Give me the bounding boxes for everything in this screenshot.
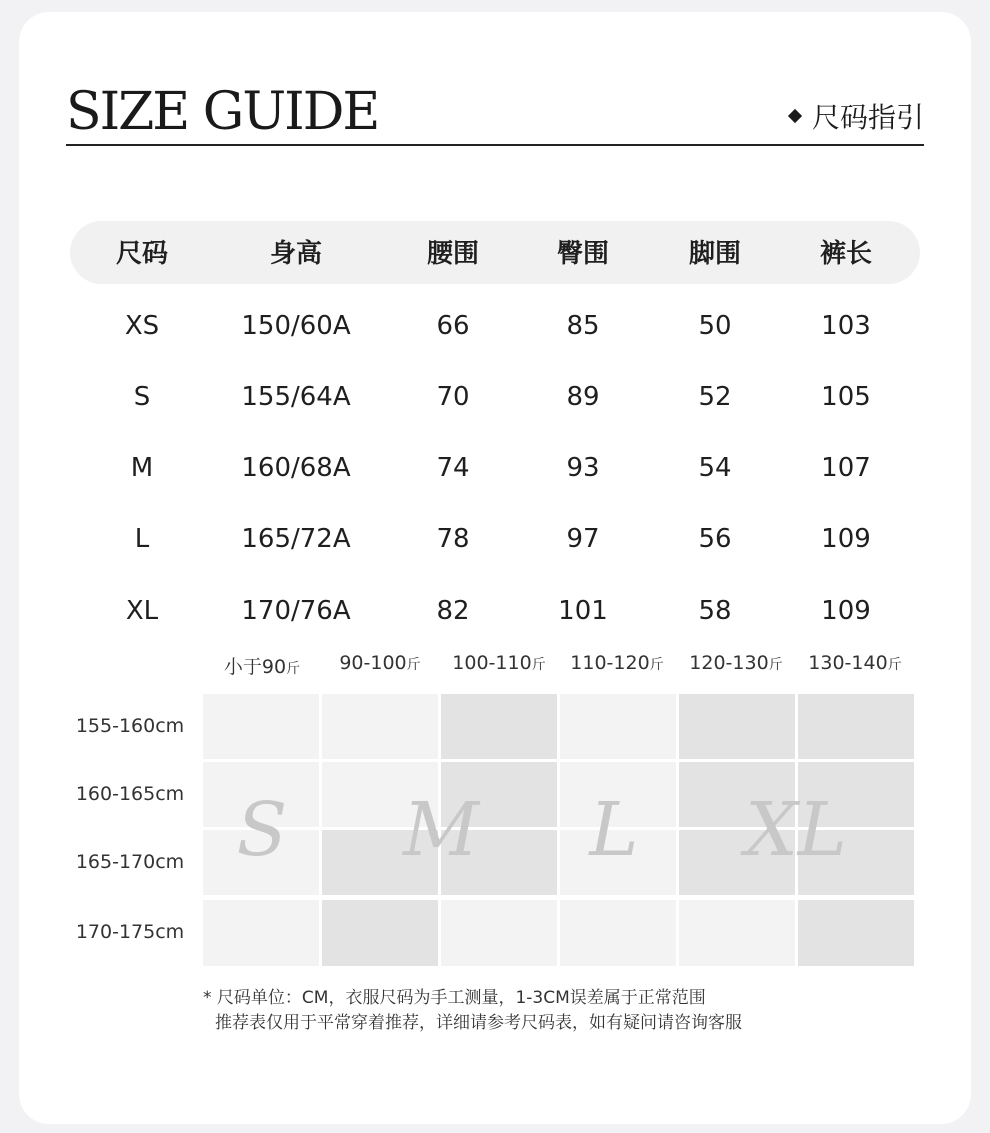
size-zone-watermark: S [236, 787, 288, 873]
weight-unit: 斤 [649, 657, 664, 673]
grid-cell [679, 694, 795, 759]
table-cell: 54 [698, 453, 732, 483]
table-cell: 85 [566, 311, 600, 341]
table-cell: L [134, 524, 150, 554]
weight-range-value: 110-120 [570, 652, 650, 674]
table-cell: 89 [566, 382, 600, 412]
table-cell: 52 [698, 382, 732, 412]
table-cell: 170/76A [241, 596, 351, 626]
grid-cell [441, 694, 557, 759]
table-cell: 66 [436, 311, 470, 341]
weight-range-label [321, 652, 439, 674]
weight-range-label [203, 652, 321, 679]
weight-range-value: 120-130 [689, 652, 769, 674]
grid-cell [798, 694, 914, 759]
table-cell: 165/72A [241, 524, 351, 554]
table-cell: 97 [566, 524, 600, 554]
column-header: 裤长 [819, 239, 872, 269]
table-cell: 150/60A [241, 311, 351, 341]
weight-range-value: 130-140 [808, 652, 888, 674]
weight-range-value: 小于90 [223, 656, 287, 678]
table-cell: S [133, 382, 151, 412]
table-cell: 82 [436, 596, 470, 626]
weight-range-label [558, 652, 676, 674]
size-zone-watermark: XL [745, 787, 847, 873]
subtitle-label: 尺码指引 [811, 101, 924, 134]
table-cell: 101 [558, 596, 608, 626]
height-range-label: 155-160cm [75, 715, 185, 737]
weight-unit: 斤 [887, 657, 902, 673]
weight-unit: 斤 [406, 657, 421, 673]
table-cell: 50 [698, 311, 732, 341]
table-cell: 155/64A [241, 382, 351, 412]
page-subtitle [790, 96, 924, 136]
column-header: 身高 [269, 239, 322, 269]
height-range-label: 160-165cm [75, 783, 185, 805]
size-zone-watermark: M [403, 787, 479, 873]
column-header: 尺码 [115, 239, 168, 269]
weight-unit: 斤 [286, 661, 301, 677]
column-header: 脚围 [688, 239, 741, 269]
weight-range-label [677, 652, 795, 674]
page-title: SIZE GUIDE [66, 82, 379, 142]
grid-cell [322, 900, 438, 966]
table-cell: 93 [566, 453, 600, 483]
table-cell: 107 [821, 453, 871, 483]
table-cell: 103 [821, 311, 871, 341]
height-range-label: 165-170cm [75, 851, 185, 873]
weight-range-label [796, 652, 914, 674]
table-cell: XS [124, 311, 160, 341]
grid-cell [203, 900, 319, 966]
grid-cell [679, 900, 795, 966]
table-cell: 109 [821, 596, 871, 626]
grid-cell [322, 694, 438, 759]
table-cell: 78 [436, 524, 470, 554]
table-cell: M [130, 453, 154, 483]
table-cell: 58 [698, 596, 732, 626]
grid-cell [798, 900, 914, 966]
title-divider [66, 144, 924, 146]
table-cell: 109 [821, 524, 871, 554]
size-zone-watermark: L [589, 787, 639, 873]
table-cell: 105 [821, 382, 871, 412]
note-line-1: * 尺码单位：CM，衣服尺码为手工测量，1-3CM误差属于正常范围 [203, 988, 706, 1008]
table-cell: 160/68A [241, 453, 351, 483]
table-cell: XL [125, 596, 159, 626]
grid-cell [441, 900, 557, 966]
weight-range-value: 90-100 [339, 652, 407, 674]
column-header: 腰围 [426, 239, 479, 269]
diamond-icon [788, 109, 802, 123]
column-header: 臀围 [556, 239, 609, 269]
weight-unit: 斤 [768, 657, 783, 673]
table-cell: 56 [698, 524, 732, 554]
grid-cell [560, 694, 676, 759]
weight-range-value: 100-110 [452, 652, 532, 674]
grid-cell [560, 900, 676, 966]
note-line-2: 推荐表仅用于平常穿着推荐，详细请参考尺码表，如有疑问请咨询客服 [215, 1013, 742, 1033]
weight-unit: 斤 [531, 657, 546, 673]
grid-cell [203, 694, 319, 759]
table-cell: 74 [436, 453, 470, 483]
table-cell: 70 [436, 382, 470, 412]
weight-range-label [440, 652, 558, 674]
height-range-label: 170-175cm [75, 921, 185, 943]
